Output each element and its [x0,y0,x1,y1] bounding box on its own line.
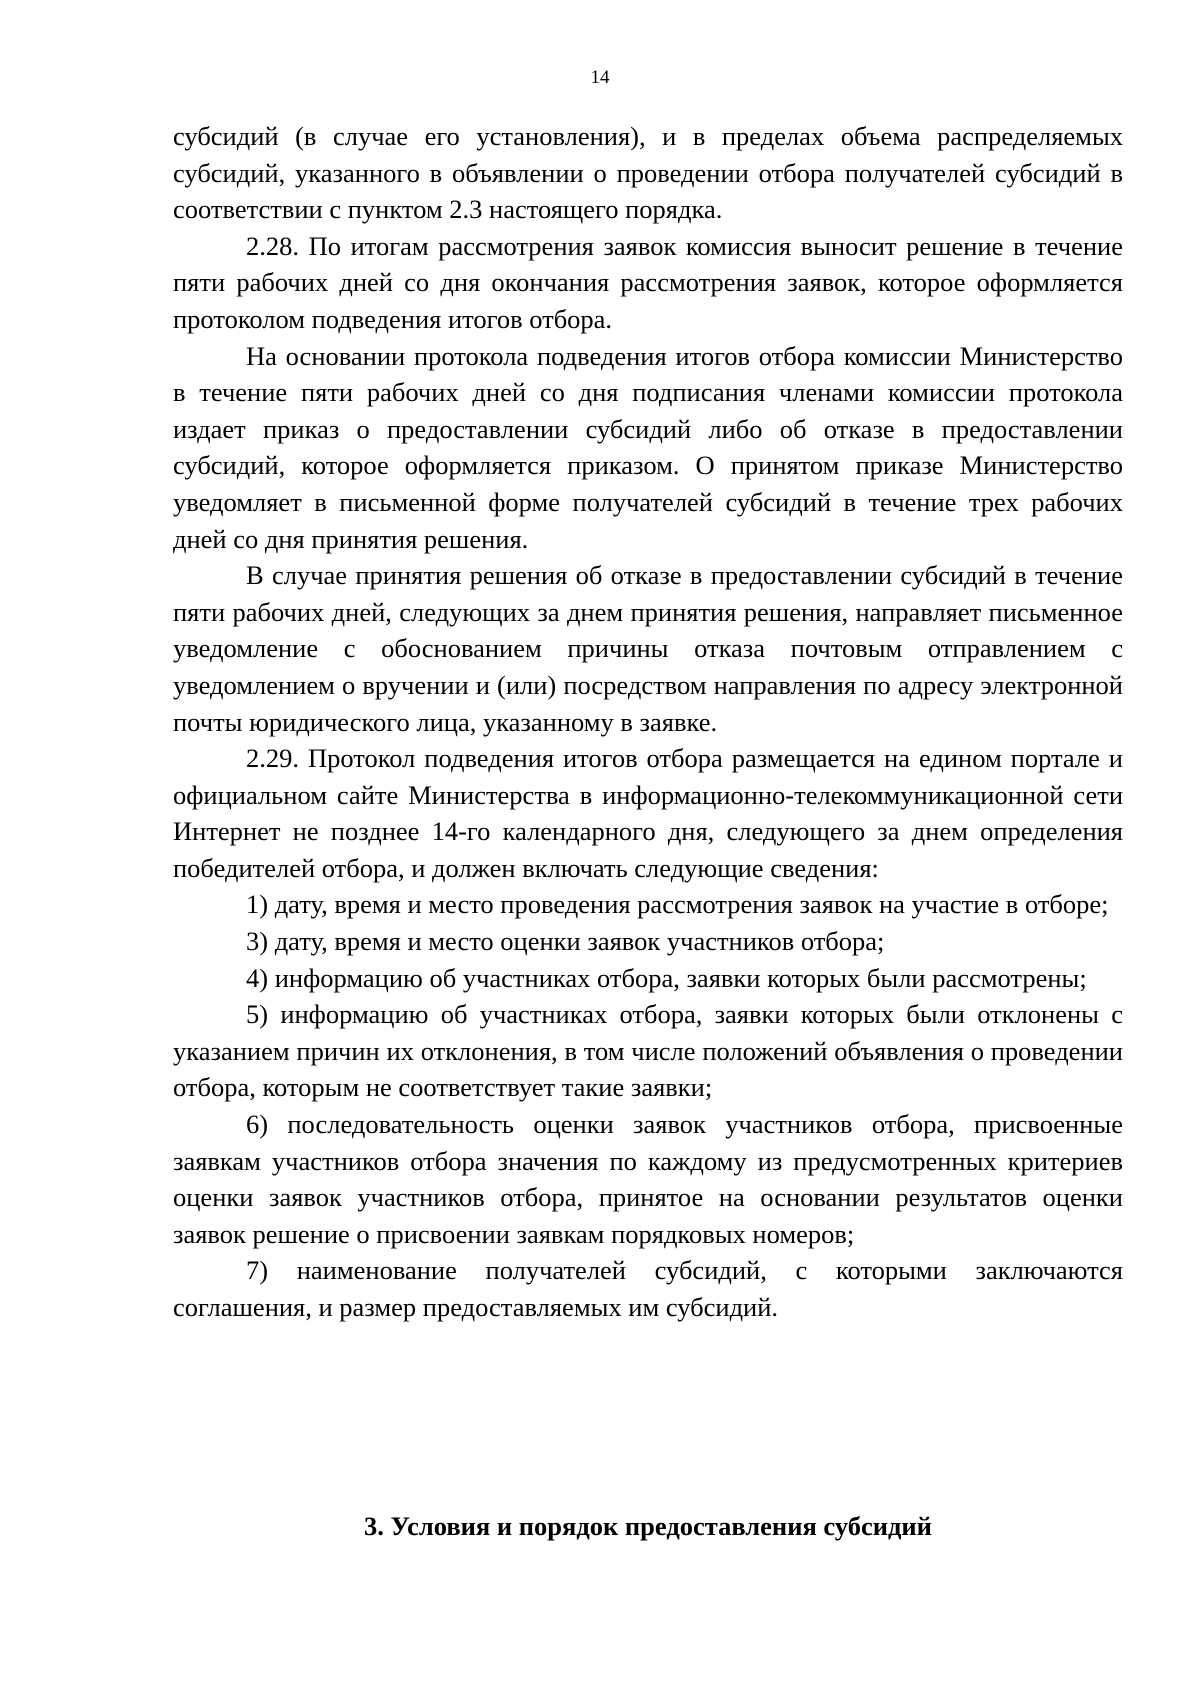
list-item-7: 7) наименование получателей субсидий, с которыми заключаются соглашения, и размер предоставляемых им субсидий. [173,1255,1123,1322]
paragraph-continuation: субсидий (в случае его установления), и в пределах объема распределяемых субсидий, указанного в объявлении о проведении отбора получателей субсидий в соответствии с пунктом 2.3 настоящего порядка. [173,121,1123,225]
list-item-4: 4) информацию об участниках отбора, заявки которых были рассмотрены; [246,962,1087,993]
paragraph-2-29: 2.29. Протокол подведения итогов отбора размещается на едином портале и официальном сайте Министерства в информационно-телекоммуникационной сети Интернет не позднее 14-го календарного дня, следующего за днем определения победителей отбора, и должен включать следующие сведения: [173,743,1123,883]
paragraph-2-28: 2.28. По итогам рассмотрения заявок комиссия выносит решение в течение пяти рабочих дней со дня окончания рассмотрения заявок, которое оформляется протоколом подведения итогов отбора. [173,230,1123,334]
list-item-3: 3) дату, время и место оценки заявок участников отбора; [246,926,885,957]
list-item-1: 1) дату, время и место проведения рассмотрения заявок на участие в отборе; [246,889,1109,920]
section-heading: 3. Условия и порядок предоставления субсидий [364,1511,932,1541]
paragraph-refusal-case: В случае принятия решения об отказе в предоставлении субсидий в течение пяти рабочих дней, следующих за днем принятия решения, направляет письменное уведомление с обоснованием причины отказа почтовым отправлением с уведомлением о вручении и (или) посредством направления по адресу электронной почты юридического лица, указанному в заявке. [173,560,1123,737]
list-item-5: 5) информацию об участниках отбора, заявки которых были отклонены с указанием причин их отклонения, в том числе положений объявления о проведении отбора, которым не соответствует такие заявки; [173,999,1123,1103]
paragraph-protocol-basis: На основании протокола подведения итогов отбора комиссии Министерство в течение пяти рабочих дней со дня подписания членами комиссии протокола издает приказ о предоставлении субсидий либо об отказе в предоставлении субсидий, которое оформляется приказом. О принятом приказе Министерство уведомляет в письменной форме получателей субсидий в течение трех рабочих дней со дня принятия решения. [173,340,1123,554]
list-item-6: 6) последовательность оценки заявок участников отбора, присвоенные заявкам участников отбора значения по каждому из предусмотренных критериев оценки заявок участников отбора, принятое на основании результатов оценки заявок решение о присвоении заявкам порядковых номеров; [173,1109,1123,1249]
document-body [173,118,1123,1326]
page-number: 14 [590,67,610,88]
